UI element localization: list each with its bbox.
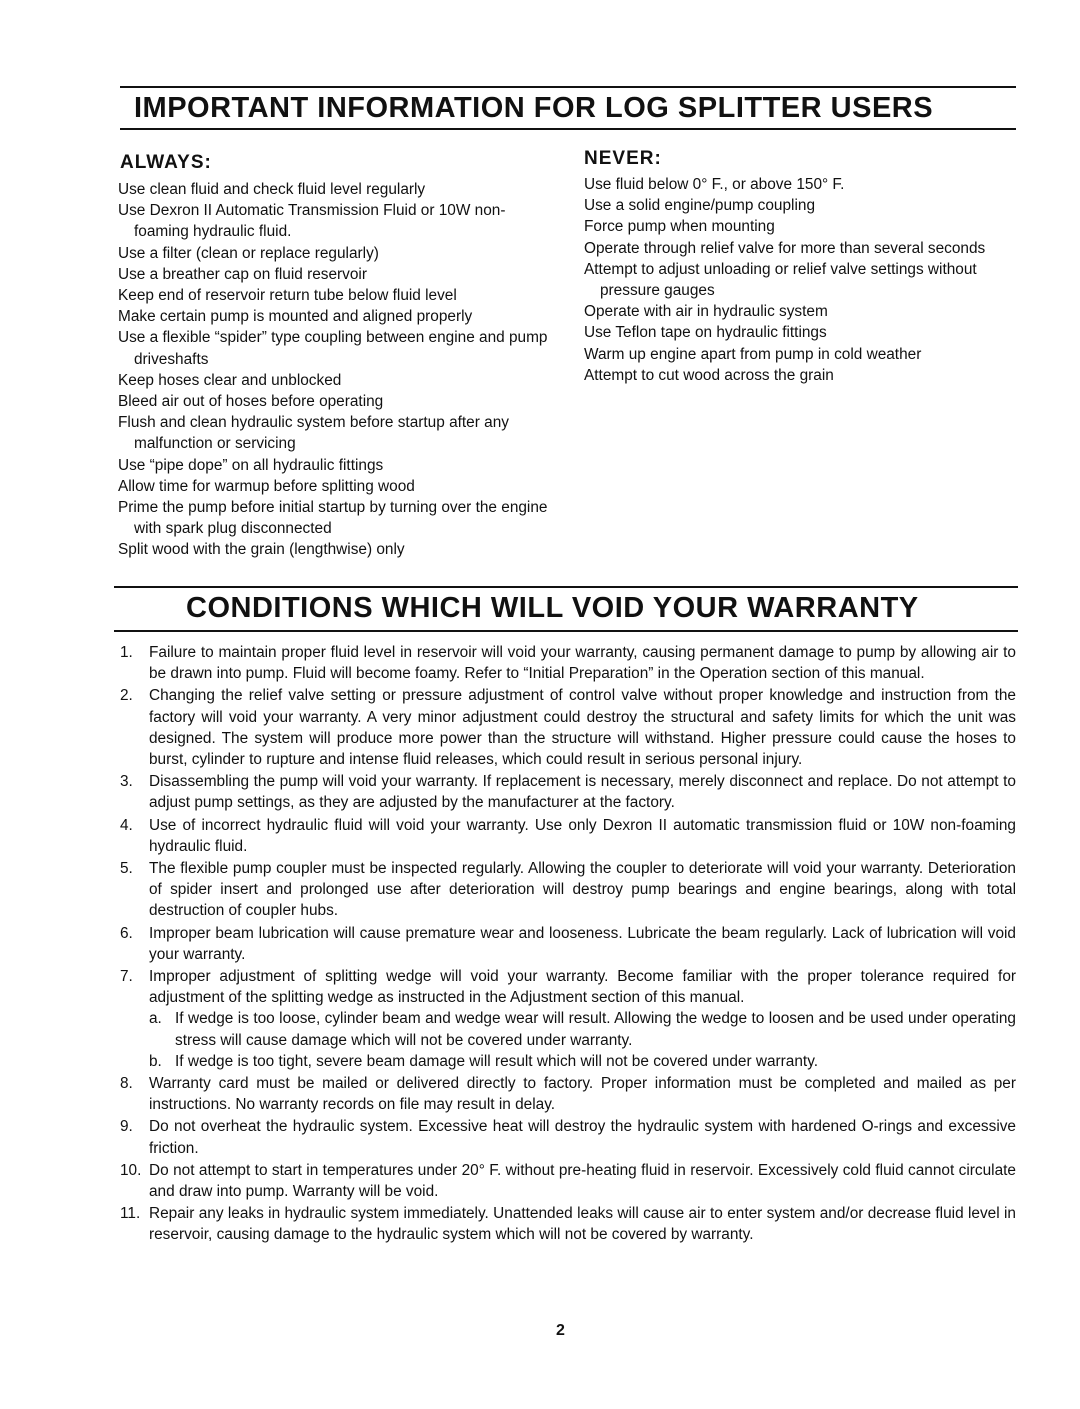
- subitem-letter: b.: [149, 1052, 162, 1070]
- condition-number: 9.: [120, 1118, 133, 1136]
- never-item: Attempt to adjust unloading or relief valve settings without pressure gauges: [584, 260, 977, 300]
- condition-body: [149, 966, 1016, 1072]
- never-item: Operate with air in hydraulic system: [584, 303, 828, 321]
- always-item: Flush and clean hydraulic system before startup after any malfunction or servicing: [118, 414, 509, 453]
- always-item: Bleed air out of hoses before operating: [118, 393, 384, 411]
- condition-body: [149, 858, 1016, 922]
- condition-number: 11.: [120, 1205, 141, 1223]
- never-item: Warm up engine apart from pump in cold weather: [584, 345, 922, 363]
- info-section-title: IMPORTANT INFORMATION FOR LOG SPLITTER USERS: [134, 92, 934, 124]
- warranty-list: [120, 642, 1016, 1247]
- always-item: Keep hoses clear and unblocked: [118, 371, 342, 389]
- always-item: Prime the pump before initial startup by turning over the engine with spark plug disconnected: [118, 499, 548, 538]
- condition-number: 2.: [120, 687, 133, 705]
- always-item: Allow time for warmup before splitting wood: [118, 477, 415, 495]
- condition-body: [149, 685, 1016, 770]
- subitem-letter: a.: [149, 1010, 162, 1028]
- always-item: Use clean fluid and check fluid level regularly: [118, 181, 426, 198]
- condition-text: Changing the relief valve setting or pressure adjustment of control valve without proper knowledge and instruction from the factory will void your warranty. A very minor adjustment could destroy the structural and safety limits for which the unit was designed. The system will produce more power than the structure will withstand. Higher pressure could cause the hoses to burst, cylinder to rupture and intense fluid releases, which could result in serious personal injury.: [149, 687, 1016, 769]
- always-item: Use “pipe dope” on all hydraulic fittings: [118, 456, 384, 474]
- condition-body: [149, 1203, 1016, 1245]
- condition-body: [149, 771, 1016, 813]
- condition-text: Failure to maintain proper fluid level in reservoir will void your warranty, causing permanent damage to pump by allowing air to be drawn into pump. Fluid will become foamy. Refer to “Initial Preparation” in the Operation section of this manual.: [149, 644, 1016, 683]
- always-item: Split wood with the grain (lengthwise) only: [118, 541, 405, 559]
- condition-text: Use of incorrect hydraulic fluid will void your warranty. Use only Dexron II automatic transmission fluid or 10W non-foaming hydraulic fluid.: [149, 816, 1016, 855]
- condition-body: [149, 1116, 1016, 1158]
- warranty-condition: [120, 1203, 1016, 1245]
- condition-subitem: [149, 1051, 1016, 1072]
- never-item: Attempt to cut wood across the grain: [584, 366, 834, 384]
- always-item: Use a filter (clean or replace regularly): [118, 244, 379, 262]
- condition-number: 10.: [120, 1161, 142, 1179]
- condition-body: [149, 923, 1016, 965]
- never-item: Use Teflon tape on hydraulic fittings: [584, 324, 827, 342]
- condition-body: [149, 815, 1016, 857]
- condition-number: 1.: [120, 644, 133, 661]
- condition-body: [149, 1160, 1016, 1202]
- subitem-text: If wedge is too tight, severe beam damage will result which will not be covered under warranty.: [175, 1052, 819, 1070]
- condition-number: 5.: [120, 860, 133, 878]
- always-heading: ALWAYS:: [120, 152, 212, 173]
- condition-text: Do not overheat the hydraulic system. Excessive heat will destroy the hydraulic system with hardened O-rings and excessive friction.: [149, 1118, 1016, 1157]
- warranty-condition: [120, 642, 1016, 684]
- condition-text: Do not attempt to start in temperatures under 20° F. without pre-heating fluid in reservoir. Excessively cold fluid cannot circulate and draw into pump. Warranty will be void.: [149, 1161, 1016, 1201]
- top-rule-lower: [120, 128, 1016, 130]
- warranty-condition: [120, 685, 1016, 770]
- always-item: Keep end of reservoir return tube below fluid level: [118, 287, 457, 305]
- condition-body: [149, 1073, 1016, 1115]
- warranty-section-title: CONDITIONS WHICH WILL VOID YOUR WARRANTY: [186, 592, 919, 624]
- condition-subitem: [149, 1008, 1016, 1050]
- condition-body: [149, 642, 1016, 684]
- warranty-rule-upper: [114, 586, 1018, 588]
- condition-number: 3.: [120, 773, 133, 791]
- condition-text: The flexible pump coupler must be inspected regularly. Allowing the coupler to deteriorate will void your warranty. Deterioration of spider insert and prolonged use after deterioration will destroy pump bearings and engine bearings, along with total destruction of coupler hubs.: [149, 860, 1016, 920]
- warranty-condition: [120, 1160, 1016, 1202]
- condition-text: Improper adjustment of splitting wedge will void your warranty. Become familiar with the proper tolerance required for adjustment of the splitting wedge as instructed in the Adjustment section of this manual.: [149, 968, 1016, 1007]
- warranty-condition: [120, 858, 1016, 922]
- always-item: Make certain pump is mounted and aligned properly: [118, 308, 473, 326]
- always-item: Use Dexron II Automatic Transmission Fluid or 10W non-foaming hydraulic fluid.: [118, 202, 506, 241]
- never-list: [584, 174, 1004, 386]
- warranty-condition: [120, 771, 1016, 813]
- warranty-condition: [120, 923, 1016, 965]
- condition-number: 4.: [120, 816, 133, 834]
- condition-number: 7.: [120, 968, 133, 986]
- top-rule-upper: [120, 86, 1016, 88]
- never-item: Use fluid below 0° F., or above 150° F.: [584, 176, 845, 193]
- warranty-condition: [120, 815, 1016, 857]
- condition-text: Warranty card must be mailed or delivered directly to factory. Proper information must be completed and mailed as per instructions. No warranty records on file may result in delay.: [149, 1075, 1016, 1114]
- condition-text: Improper beam lubrication will cause premature wear and looseness. Lubricate the beam regularly. Lack of lubrication will void your warranty.: [149, 924, 1016, 963]
- condition-text: Repair any leaks in hydraulic system immediately. Unattended leaks will cause air to enter system and/or decrease fluid level in reservoir, causing damage to the hydraulic system which will not be covered by warranty.: [149, 1205, 1016, 1244]
- never-item: Use a solid engine/pump coupling: [584, 197, 816, 215]
- always-list: [118, 179, 558, 561]
- never-item: Operate through relief valve for more than several seconds: [584, 239, 986, 257]
- always-item: Use a breather cap on fluid reservoir: [118, 265, 367, 283]
- warranty-condition: [120, 1116, 1016, 1158]
- condition-number: 6.: [120, 924, 133, 942]
- warranty-condition: [120, 1073, 1016, 1115]
- subitem-text: If wedge is too loose, cylinder beam and wedge wear will result. Allowing the wedge to loosen and be used under operating stress will cause damage which will not be covered under warranty.: [175, 1010, 1016, 1049]
- never-item: Force pump when mounting: [584, 218, 775, 236]
- always-item: Use a flexible “spider” type coupling between engine and pump driveshafts: [118, 329, 548, 368]
- page-number: 2: [556, 1322, 565, 1339]
- condition-number: 8.: [120, 1075, 133, 1093]
- condition-text: Disassembling the pump will void your warranty. If replacement is necessary, merely disconnect and replace. Do not attempt to adjust pump settings, as they are adjusted by the manufacturer at the factory.: [149, 773, 1016, 812]
- warranty-condition: [120, 966, 1016, 1072]
- never-heading: NEVER:: [584, 148, 662, 169]
- warranty-rule-lower: [114, 630, 1018, 632]
